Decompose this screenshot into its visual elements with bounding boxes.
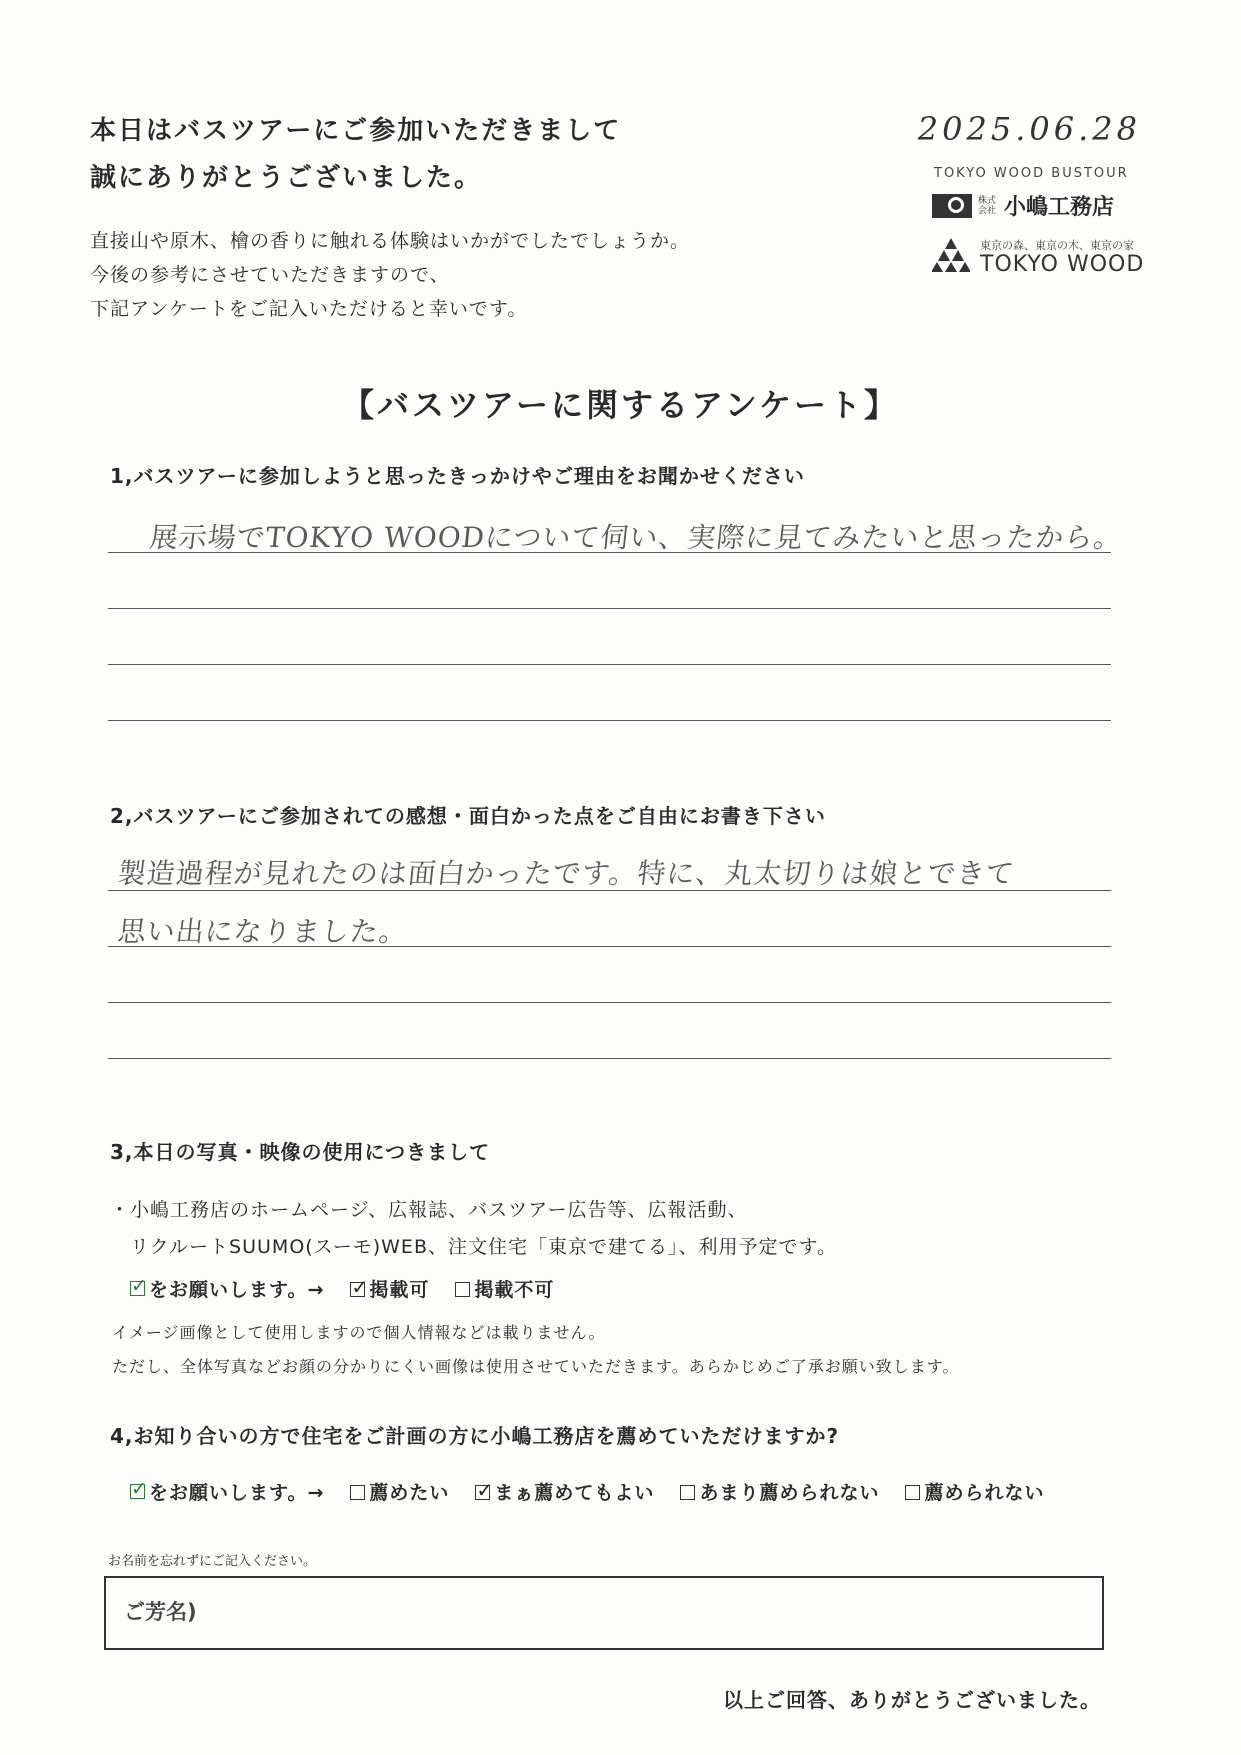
q1-line-1 [108, 552, 1111, 553]
company-prefix: 株式会社 [978, 195, 997, 216]
q2-line-1 [108, 890, 1111, 891]
company-mark-icon [932, 194, 972, 218]
q4-prompt: をお願いします。→ [149, 1482, 325, 1504]
company-name: 小嶋工務店 [1004, 195, 1115, 220]
q1-question: 1,バスツアーに参加しようと思ったきっかけやご理由をお聞かせください [110, 464, 805, 488]
intro-body [90, 224, 690, 326]
name-hint: お名前を忘れずにご記入ください。 [108, 1554, 317, 1569]
q4-option-not-really-checkbox[interactable] [680, 1485, 695, 1500]
brand-tagline: 東京の森、東京の木、東京の家 [980, 239, 1134, 252]
q3-option-publish[interactable]: ✓ 掲載可 [350, 1275, 429, 1302]
q1-line-4 [108, 720, 1111, 721]
tokyo-wood-triangle-icon [932, 237, 970, 273]
q3-bullet-line1: ・小嶋工務店のホームページ、広報誌、バスツアー広告等、広報活動、 [110, 1199, 748, 1221]
q3-bullet-line2: リクルートSUUMO(スーモ)WEB、注文住宅「東京で建てる」、利用予定です。 [130, 1236, 837, 1258]
q3-options [130, 1275, 580, 1302]
intro-title-line1: 本日はバスツアーにご参加いただきまして [90, 116, 622, 146]
q2-line-4 [108, 1058, 1111, 1059]
survey-title: 【バスツアーに関するアンケート】 [341, 386, 900, 424]
q4-option-no-checkbox[interactable] [905, 1485, 920, 1500]
q3-option-no-publish-checkbox[interactable] [455, 1282, 470, 1297]
intro-body-line1: 直接山や原木、檜の香りに触れる体験はいかがでしたでしょうか。 [90, 230, 691, 252]
q3-option-no-publish[interactable]: 掲載不可 [455, 1275, 554, 1302]
q4-option-no[interactable]: 薦められない [905, 1478, 1044, 1505]
q1-line-2 [108, 608, 1111, 609]
q4-question: 4,お知り合いの方で住宅をご計画の方に小嶋工務店を薦めていただけますか? [110, 1424, 840, 1448]
intro-title-line2: 誠にありがとうございました。 [90, 163, 483, 193]
q3-note-line1: イメージ画像として使用しますので個人情報などは載りません。 [112, 1323, 606, 1342]
company-logo [932, 190, 1114, 221]
q3-option-publish-checkbox[interactable] [350, 1282, 365, 1297]
q4-option-recommend-checkbox[interactable] [350, 1485, 365, 1500]
q1-line-3 [108, 664, 1111, 665]
q4-option-somewhat[interactable]: ✓ まぁ薦めてもよい [475, 1478, 654, 1505]
q2-answer-line1[interactable]: 製造過程が見れたのは面白かったです。特に、丸太切りは娘とできて [116, 857, 1017, 890]
name-field[interactable] [104, 1576, 1104, 1650]
q4-option-not-really[interactable]: あまり薦められない [680, 1478, 879, 1505]
q1-answer[interactable]: 展示場でTOKYO WOODについて伺い、実際に見てみたいと思ったから。 [148, 521, 1125, 554]
intro-title [90, 108, 621, 202]
q4-option-recommend[interactable]: 薦めたい [350, 1478, 449, 1505]
intro-body-line3: 下記アンケートをご記入いただけると幸いです。 [90, 298, 528, 320]
name-label: ご芳名) [124, 1600, 197, 1624]
q2-line-2 [108, 946, 1111, 947]
q2-question: 2,バスツアーにご参加されての感想・面白かった点をご自由にお書き下さい [110, 804, 826, 828]
q2-answer-line2[interactable]: 思い出になりました。 [116, 915, 410, 948]
q3-note-line2: ただし、全体写真などお顔の分かりにくい画像は使用させていただきます。あらかじめご了承お願い致します。 [112, 1357, 960, 1376]
q4-option-somewhat-checkbox[interactable] [475, 1485, 490, 1500]
q4-options [130, 1478, 1070, 1505]
q3-legend-checkbox-icon [130, 1281, 145, 1296]
event-date: 2025.06.28 [917, 110, 1141, 148]
intro-body-line2: 今後の参考にさせていただきますので、 [90, 264, 450, 286]
closing-message: 以上ご回答、ありがとうございました。 [723, 1688, 1101, 1712]
q4-legend-checkbox-icon [130, 1484, 145, 1499]
q3-question: 3,本日の写真・映像の使用につきまして [110, 1140, 491, 1164]
brand-name: TOKYO WOOD [980, 252, 1145, 277]
bustour-label: TOKYO WOOD BUSTOUR [934, 166, 1129, 181]
q3-prompt: をお願いします。→ [149, 1279, 325, 1301]
q3-note [112, 1316, 959, 1384]
q2-line-3 [108, 1002, 1111, 1003]
